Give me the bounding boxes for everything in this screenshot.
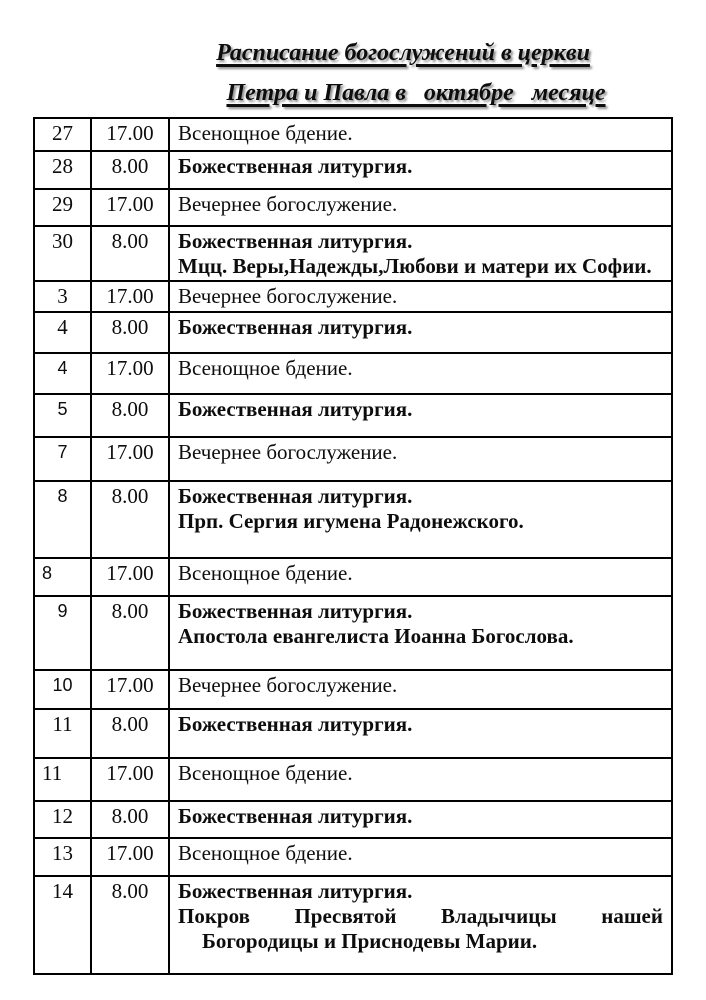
service-line: Вечернее богослужение. (178, 284, 398, 308)
service-word: Владычицы (440, 904, 557, 928)
service-line: Вечернее богослужение. (178, 192, 398, 216)
time-cell: 8.00 (91, 709, 169, 758)
service-cell (169, 118, 672, 151)
date-cell: 5 (34, 394, 91, 437)
time-cell: 17.00 (91, 838, 169, 876)
service-line: Вечернее богослужение. (178, 440, 398, 464)
date-cell: 27 (34, 118, 91, 151)
table-row (34, 281, 672, 312)
date-cell: 8 (34, 558, 91, 596)
service-word: Пресвятой (294, 904, 397, 928)
service-line: Мцц. Веры,Надежды,Любови и матери их Софии. (178, 254, 652, 278)
date-cell: 11 (34, 709, 91, 758)
date-cell: 10 (34, 670, 91, 709)
table-row (34, 118, 672, 151)
service-cell (169, 670, 672, 709)
date-cell: 12 (34, 801, 91, 838)
schedule-table-body (34, 118, 672, 974)
date-cell: 8 (34, 481, 91, 558)
time-cell: 8.00 (91, 876, 169, 974)
service-word: нашей (601, 904, 663, 928)
time-cell: 8.00 (91, 801, 169, 838)
table-row (34, 226, 672, 281)
title-line-2 (113, 73, 706, 113)
date-cell: 13 (34, 838, 91, 876)
service-line: Божественная литургия. (178, 397, 413, 421)
document-title (100, 33, 706, 113)
date-cell: 3 (34, 281, 91, 312)
date-cell: 14 (34, 876, 91, 974)
table-row (34, 437, 672, 481)
time-cell: 8.00 (91, 226, 169, 281)
date-cell: 4 (34, 353, 91, 394)
time-cell: 8.00 (91, 394, 169, 437)
table-row (34, 876, 672, 974)
service-cell (169, 226, 672, 281)
service-cell (169, 709, 672, 758)
table-row (34, 394, 672, 437)
time-cell: 8.00 (91, 481, 169, 558)
service-cell (169, 838, 672, 876)
table-row (34, 801, 672, 838)
table-row (34, 709, 672, 758)
service-line: Всенощное бдение. (178, 561, 353, 585)
table-row (34, 838, 672, 876)
table-row (34, 670, 672, 709)
service-line: Божественная литургия. (178, 154, 413, 178)
time-cell: 17.00 (91, 758, 169, 801)
service-cell (169, 801, 672, 838)
service-line: Божественная литургия. (178, 229, 413, 253)
time-cell: 17.00 (91, 189, 169, 226)
date-cell: 4 (34, 312, 91, 353)
service-cell (169, 189, 672, 226)
service-cell (169, 312, 672, 353)
service-cell (169, 596, 672, 670)
table-row (34, 353, 672, 394)
time-cell: 8.00 (91, 312, 169, 353)
time-cell: 8.00 (91, 151, 169, 189)
service-line: Божественная литургия. (178, 315, 413, 339)
service-line: Божественная литургия. (178, 484, 413, 508)
service-cell (169, 876, 672, 974)
service-line: Божественная литургия. (178, 804, 413, 828)
table-row (34, 312, 672, 353)
service-cell (169, 394, 672, 437)
service-line: Богородицы и Приснодевы Марии. (202, 929, 538, 953)
date-cell: 30 (34, 226, 91, 281)
schedule-table (33, 117, 673, 975)
service-cell (169, 558, 672, 596)
date-cell: 9 (34, 596, 91, 670)
service-line: Всенощное бдение. (178, 761, 353, 785)
table-row (34, 189, 672, 226)
date-cell: 28 (34, 151, 91, 189)
service-line (178, 904, 663, 929)
date-cell: 29 (34, 189, 91, 226)
service-line: Всенощное бдение. (178, 356, 353, 380)
time-cell: 17.00 (91, 670, 169, 709)
service-line: Прп. Сергия игумена Радонежского. (178, 509, 524, 533)
time-cell: 17.00 (91, 437, 169, 481)
service-line: Всенощное бдение. (178, 841, 353, 865)
service-line: Всенощное бдение. (178, 121, 353, 145)
time-cell: 17.00 (91, 281, 169, 312)
service-line: Вечернее богослужение. (178, 673, 398, 697)
service-cell (169, 353, 672, 394)
table-row (34, 596, 672, 670)
service-cell (169, 151, 672, 189)
service-word: Покров (178, 904, 250, 928)
service-cell (169, 437, 672, 481)
service-cell (169, 758, 672, 801)
service-cell (169, 481, 672, 558)
table-row (34, 558, 672, 596)
date-cell: 11 (34, 758, 91, 801)
title-line-1-text: Расписание богослужений в церкви (216, 40, 590, 66)
time-cell: 17.00 (91, 118, 169, 151)
table-row (34, 151, 672, 189)
service-line: Божественная литургия. (178, 712, 413, 736)
service-cell (169, 281, 672, 312)
date-cell: 7 (34, 437, 91, 481)
time-cell: 8.00 (91, 596, 169, 670)
table-row (34, 758, 672, 801)
service-line: Божественная литургия. (178, 879, 413, 903)
service-line: Божественная литургия. (178, 599, 413, 623)
title-line-2-text: Петра и Павла в октябре месяце (226, 80, 606, 106)
table-row (34, 481, 672, 558)
title-line-1 (100, 33, 706, 73)
time-cell: 17.00 (91, 558, 169, 596)
service-line: Апостола евангелиста Иоанна Богослова. (178, 624, 574, 648)
time-cell: 17.00 (91, 353, 169, 394)
